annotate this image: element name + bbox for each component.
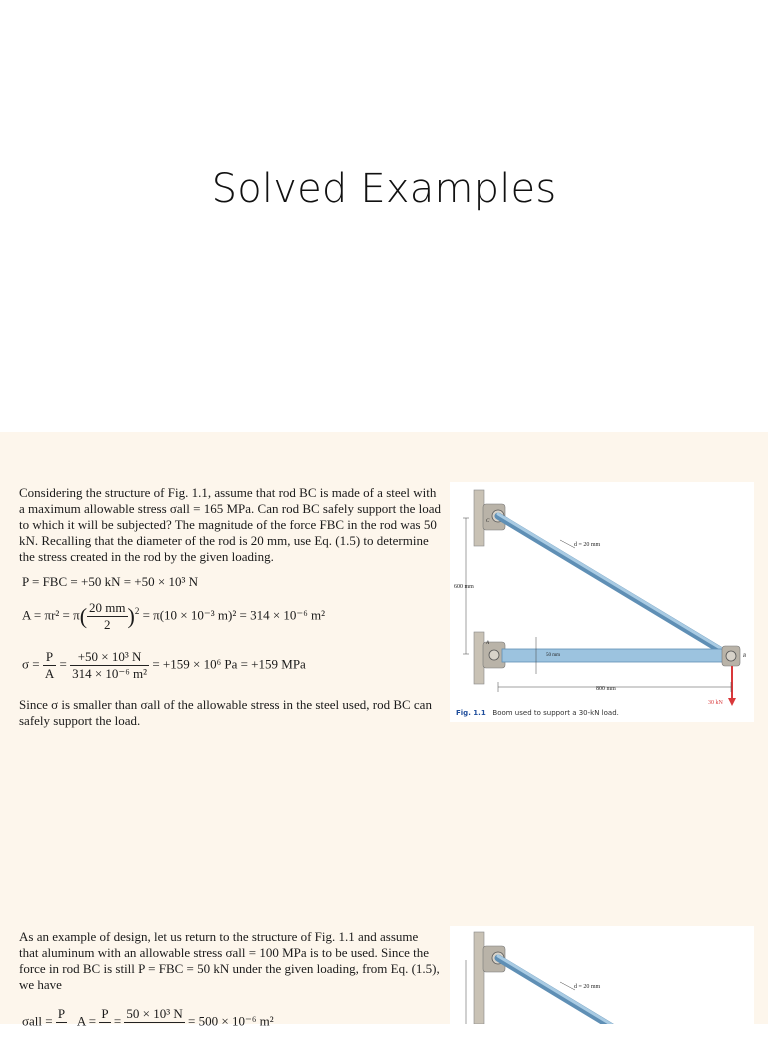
design-equation-rhs: = 500 × 10⁻⁶ m²	[188, 1013, 274, 1029]
slide-title: Solved Examples	[211, 166, 557, 212]
problem-statement: Considering the structure of Fig. 1.1, assume that rod BC is made of a steel with a maximum allowable stress σall = 165 MPa. Can rod BC safely support the load to which it will be subjected? The magnitude of the force FBC in the rod was 50 kN. Recalling that the diameter of the rod is 20 mm, use Eq. (1.5) to determine the stress created in the rod by the given loading.	[19, 485, 441, 564]
design-p-over-sigma	[99, 1006, 110, 1039]
stress-equation-rhs: = +159 × 10⁶ Pa = +159 MPa	[152, 656, 306, 672]
load-arrow-head	[728, 698, 736, 706]
diameter-fraction-num: 20 mm	[89, 600, 126, 615]
stress-fraction-num: +50 × 10³ N	[70, 649, 149, 666]
diameter-fraction	[87, 600, 127, 633]
label-diameter-repeat: d = 20 mm	[574, 984, 601, 990]
p-over-a-den: A	[44, 666, 55, 681]
figure-caption-label: Fig. 1.1	[456, 709, 486, 717]
figure-1-1	[450, 482, 754, 722]
stress-equation: σ = $\frac{P}{A}$ = $\frac{\text{+50 × 10³ N}}{\text{314 × 10⁻⁶ m²}}$ = +159 × 10⁶ Pa = +159 MPa	[22, 649, 306, 681]
pin-b	[726, 651, 736, 661]
design-fraction-num: 50 × 10³ N	[126, 1006, 183, 1021]
area-equation-rhs: = π(10 × 10⁻³ m)² = 314 × 10⁻⁶ m²	[142, 607, 326, 623]
p-over-a	[43, 649, 56, 682]
stress-equation-lhs: σ =	[22, 656, 40, 672]
diameter-fraction-den: 2	[104, 617, 111, 632]
boom-ab	[502, 649, 732, 662]
area-equation: A = πr² = π( $\frac{20 mm}{2}$ )$^2$ = π(10 × 10⁻³ m)² = 314 × 10⁻⁶ m²	[22, 600, 326, 632]
design-p-over-a	[56, 1006, 67, 1039]
figure-1-1-repeat	[450, 926, 754, 1024]
boom-diagram-repeat	[450, 926, 754, 1024]
figure-caption	[456, 709, 619, 717]
design-fraction	[124, 1006, 184, 1039]
area-equation-lhs: A = πr² = π	[22, 607, 80, 623]
design-statement: As an example of design, let us return to the structure of Fig. 1.1 and assume that aluminum with an allowable stress σall = 100 MPa is to be used. Since the force in rod BC is still P = FBC = 50 kN under the given loading, from Eq. (1.5), we have	[19, 929, 440, 992]
label-a: A	[486, 641, 490, 646]
design-p-2: P	[101, 1006, 109, 1021]
boom-diagram	[450, 482, 754, 722]
rod-bc-highlight	[498, 514, 730, 654]
lower-wall-plate	[474, 632, 484, 684]
force-equation-text: P = FBC = +50 kN = +50 × 10³ N	[22, 574, 198, 589]
label-b: B	[743, 654, 747, 659]
diameter-leader	[560, 540, 575, 548]
design-area-lhs: A =	[76, 1013, 97, 1029]
stress-fraction-den: 314 × 10⁻⁶ m²	[72, 666, 148, 681]
design-equation-sigma: σall =	[22, 1013, 53, 1029]
force-equation	[22, 574, 198, 590]
rod-bc	[498, 516, 730, 656]
design-equation: σall = P A = P = 50 × 10³ N = 500 × 10⁻⁶ m²	[22, 1006, 274, 1039]
title-slide	[0, 0, 768, 432]
stress-fraction	[70, 649, 149, 682]
figure-caption-text: Boom used to support a 30-kN load.	[492, 709, 619, 717]
upper-wall-plate	[474, 490, 484, 546]
p-over-a-num: P	[43, 649, 56, 666]
label-load: 30 kN	[708, 700, 723, 706]
label-height: 600 mm	[454, 584, 474, 590]
design-p: P	[57, 1006, 66, 1021]
pin-a	[489, 650, 499, 660]
label-diameter: d = 20 mm	[574, 542, 601, 548]
label-thickness: 50 mm	[546, 653, 561, 658]
label-c: C	[486, 519, 490, 524]
conclusion-text: Since σ is smaller than σall of the allowable stress in the steel used, rod BC can safely support the load.	[19, 697, 432, 728]
label-length: 800 mm	[596, 686, 616, 692]
